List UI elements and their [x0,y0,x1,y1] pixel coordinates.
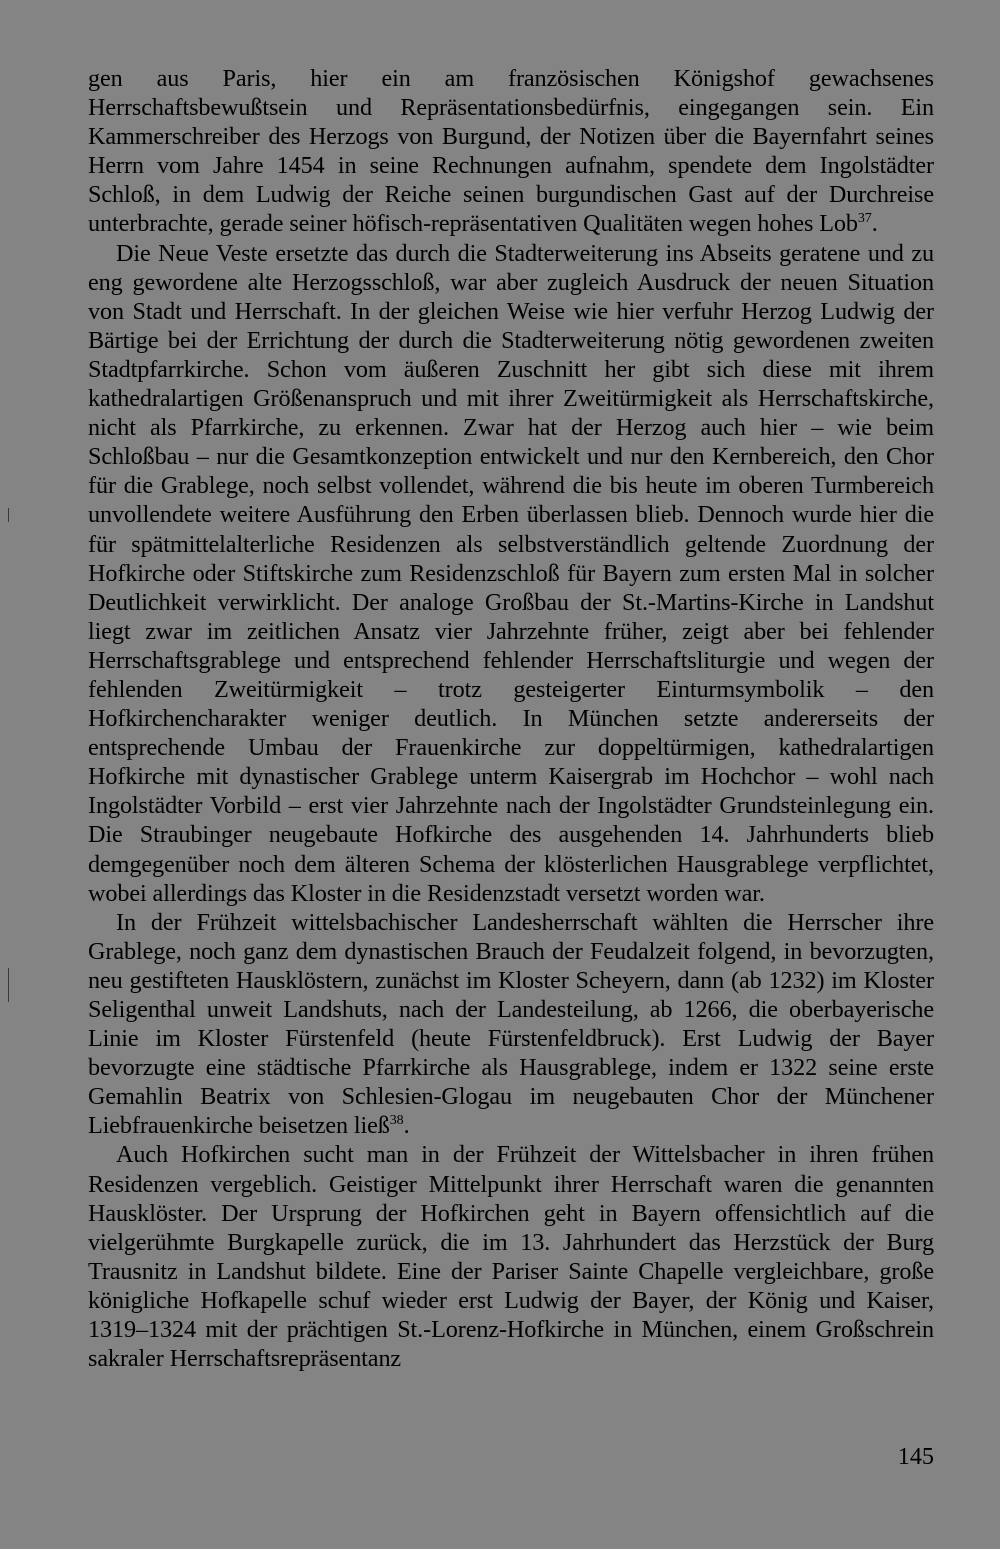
paragraph-text: Auch Hofkirchen sucht man in der Frühzeit der Wittelsbacher in ihren frühen Residenzen vergeblich. Geistiger Mittelpunkt ihrer Herrschaft waren die genannten Hausklöster. Der Ursprung der Hofkirchen geht in Bayern offensichtlich auf die vielgerühmte Burgkapelle zurück, die im 13. Jahrhundert das Herzstück der Burg Trausnitz in Landshut bildete. Eine der Pariser Sainte Chapelle vergleichbare, große königliche Hofkapelle schuf wieder erst Ludwig der Bayer, der König und Kaiser, 1319–1324 mit der prächtigen St.-Lorenz-Hofkirche in München, einem Großschrein sakraler Herrschaftsrepräsentanz [88,1141,934,1373]
paragraph-2 [88,239,934,908]
paragraph-tail: . [871,210,878,238]
scan-edge-mark [8,968,9,1002]
page-number: 145 [897,1443,934,1470]
footnote-marker-38: 38 [389,1113,404,1129]
footnote-marker-37: 37 [857,211,872,227]
paragraph-text: In der Frühzeit wittelsbachischer Landesherrschaft wählten die Herrscher ihre Grablege, noch ganz dem dynastischen Brauch der Feudalzeit folgend, in bevorzugten, neu gestifteten Hausklöstern, zunächst im Kloster Scheyern, dann (ab 1232) im Kloster Seligenthal unweit Landshuts, nach der Landesteilung, ab 1266, die oberbayerische Linie im Kloster Fürstenfeld (heute Fürstenfeldbruck). Erst Ludwig der Bayer bevorzugte eine städtische Pfarrkirche als Hausgrablege, indem er 1322 seine erste Gemahlin Beatrix von Schlesien-Glogau im neugebauten Chor der Münchener Liebfrauenkirche beisetzen ließ [88,908,934,1140]
paragraph-tail: . [403,1112,410,1140]
paragraph-4 [88,1140,934,1373]
paragraph-3 [88,908,934,1141]
body-text [88,64,934,1373]
paragraph-text: Die Neue Veste ersetzte das durch die Stadterweiterung ins Abseits geratene und zu eng gewordene alte Herzogsschloß, war aber zugleich Ausdruck der neuen Situation von Stadt und Herrschaft. In der gleichen Weise wie hier verfuhr Herzog Ludwig der Bärtige bei der Errichtung der durch die Stadterweiterung nötig gewordenen zweiten Stadtpfarrkirche. Schon vom äußeren Zuschnitt her gibt sich diese mit ihrem kathedralartigen Größenanspruch und mit ihrer Zweitürmigkeit als Herrschaftskirche, nicht als Pfarrkirche, zu erkennen. Zwar hat der Herzog auch hier – wie beim Schloßbau – nur die Gesamtkonzeption entwickelt und nur den Kernbereich, den Chor für die Grablege, noch selbst vollendet, während die bis heute im oberen Turmbereich unvollendete weitere Ausführung den Erben überlassen blieb. Dennoch wurde hier die für spätmittelalterliche Residenzen als selbstverständlich geltende Zuordnung der Hofkirche oder Stiftskirche zum Residenzschloß für Bayern zum ersten Mal in solcher Deutlichkeit verwirklicht. Der analoge Großbau der St.-Martins-Kirche in Landshut liegt zwar im zeitlichen Ansatz vier Jahrzehnte früher, zeigt aber bei fehlender Herrschaftsgrablege und entsprechend fehlender Herrschaftsliturgie und wegen der fehlenden Zweitürmigkeit – trotz gesteigerter Einturmsymbolik – den Hofkirchencharakter weniger deutlich. In München setzte andererseits der entsprechende Umbau der Frauenkirche zur doppeltürmigen, kathedralartigen Hofkirche mit dynastischer Grablege unterm Kaisergrab im Hochchor – wohl nach Ingolstädter Vorbild – erst vier Jahrzehnte nach der Ingolstädter Grundsteinlegung ein. Die Straubinger neugebaute Hofkirche des ausgehenden 14. Jahrhunderts blieb demgegenüber noch dem älteren Schema der klösterlichen Hausgrablege verpflichtet, wobei allerdings das Kloster in die Residenzstadt versetzt worden war. [88,239,934,907]
scan-edge-mark [8,508,9,522]
paragraph-text: gen aus Paris, hier ein am französischen Königshof gewachsenes Herrschaftsbewußtsein und Repräsentationsbedürfnis, eingegangen sein. Ein Kammerschreiber des Herzogs von Burgund, der Notizen über die Bayernfahrt seines Herrn vom Jahre 1454 in seine Rechnungen aufnahm, spendete dem Ingolstädter Schloß, in dem Ludwig der Reiche seinen burgundischen Gast auf der Durchreise unterbrachte, gerade seiner höfisch-repräsentativen Qualitäten wegen hohes Lob [88,65,934,238]
paragraph-1 [88,64,934,239]
